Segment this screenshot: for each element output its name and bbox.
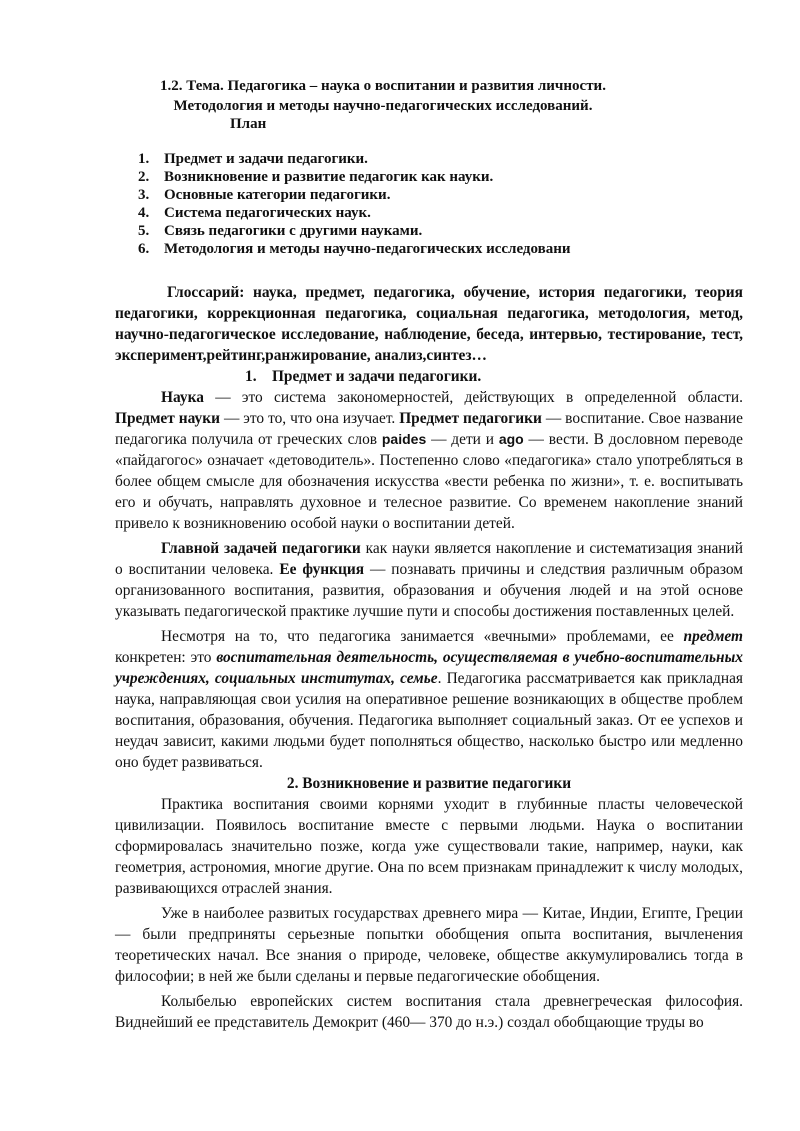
topic-heading-line-2: Методология и методы научно-педагогических исследований. — [173, 98, 593, 114]
plan-list — [138, 150, 571, 258]
text-run: — это то, что она изучает. — [220, 410, 400, 427]
section-2-title: 2. Возникновение и развитие педагогики — [286, 775, 572, 792]
text-run: Несмотря на то, что педагогика занимается «вечными» проблемами, ее — [161, 628, 684, 645]
term-nauka: Наука — [161, 389, 204, 406]
text-run: . Педагогика рассматривается как прикладная наука, направляющая свои усилия на оперативное решение возникающих в обществе проблем воспитания, образования, обучения. Педагогика выполняет социальный заказ. От ее успехов и неудач зависит, какими людьми будет пополняться общество, насколько быстро или медленно оно будет развиваться. — [115, 670, 743, 771]
plan-item — [138, 204, 571, 222]
plan-item-number: 5. — [138, 223, 150, 239]
emphasis-activity: воспитательная деятельность, осуществляемая в учебно-воспитательных учреждениях, социальных институтах, семье — [115, 649, 743, 687]
section-1-number: 1. — [245, 368, 257, 385]
section-1-title-text: Предмет и задачи педагогики. — [271, 368, 482, 385]
plan-item — [138, 150, 571, 168]
section-1-paragraph-2 — [115, 538, 743, 622]
plan-item-text: Основные категории педагогики. — [164, 187, 391, 203]
term-ago: ago — [498, 431, 524, 447]
plan-item — [138, 222, 571, 240]
plan-item-number: 6. — [138, 241, 150, 257]
plan-item-text: Связь педагогики с другими науками. — [164, 223, 423, 239]
text-run: конкретен: это — [115, 649, 217, 666]
section-2-paragraph-2: Уже в наиболее развитых государствах древнего мира — Китае, Индии, Египте, Греции — были предприняты серьезные попытки обобщения опыта воспитания, вычленения теоретических начал. Все знания о природе, человеке, обществе аккумулировались тогда в философии; в ней же были сделаны и первые педагогические обобщения. — [115, 905, 743, 985]
text-run: — познавать причины и следствия различным образом организованного воспитания, развития, образования и обучения людей и на этой основе указывать педагогической практике лучшие пути и способы достижения поставленных целей. — [115, 561, 743, 620]
text-run: — воспитание. Свое название педагогика получила от греческих слов — [115, 410, 743, 448]
glossary — [115, 282, 743, 366]
plan-item-number: 4. — [138, 205, 150, 221]
topic-heading-line-1: 1.2. Тема. Педагогика – наука о воспитании и развития личности. — [160, 78, 606, 94]
plan-item-number: 3. — [138, 187, 150, 203]
plan-item — [138, 168, 571, 186]
plan-item-text: Возникновение и развитие педагогик как науки. — [164, 169, 494, 185]
plan-item-number: 1. — [138, 151, 150, 167]
text-run: как науки является накопление и систематизация знаний о воспитании человека. — [115, 540, 743, 578]
plan-item-number: 2. — [138, 169, 150, 185]
term-predmet-nauki: Предмет науки — [115, 410, 220, 427]
plan-item-text: Система педагогических наук. — [164, 205, 371, 221]
plan-title: План — [230, 116, 267, 132]
term-main-task: Главной задачей педагогики — [161, 540, 361, 557]
main-text — [115, 282, 743, 1033]
plan-item — [138, 186, 571, 204]
section-2-paragraph-1: Практика воспитания своими корнями уходит в глубинные пласты человеческой цивилизации. Появилось воспитание вместе с первыми людьми. Наука о воспитании сформировалась значительно позже, когда уже существовали такие, например, науки, как геометрия, астрономия, многие другие. Она по всем признакам принадлежит к числу молодых, развивающихся отраслей знания. — [115, 796, 743, 897]
section-1-paragraph-1 — [115, 387, 743, 534]
term-predmet-pedagogiki: Предмет педагогики — [399, 410, 542, 427]
glossary-text: Глоссарий: наука, предмет, педагогика, обучение, история педагогики, теория педагогики, коррекционная педагогика, социальная педагогика, методология, метод, научно-педагогическое исследование, наблюдение, беседа, интервью, тестирование, тест, эксперимент,рейтинг,ранжирование, анализ,синтез… — [115, 284, 743, 364]
text-run: — вести. В дословном переводе «пайдагогос» означает «детоводитель». Постепенно слово «педагогика» стало употребляться в более общем смысле для обозначения искусства «вести ребенка по жизни», т. е. воспитывать его и обучать, направлять духовное и телесное развитие. Со временем накопление знаний привело к возникновению особой науки о воспитании детей. — [115, 431, 743, 532]
plan-item-text: Методология и методы научно-педагогических исследовани — [164, 241, 571, 257]
term-function: Ее функция — [279, 561, 365, 578]
section-1-title — [115, 366, 743, 387]
term-paides: paides — [381, 431, 427, 447]
text-run: — это система закономерностей, действующих в определенной области. — [203, 389, 743, 406]
text-run: — дети и — [426, 431, 499, 448]
topic-heading — [118, 76, 648, 116]
section-2-paragraph-3: Колыбелью европейских систем воспитания стала древнегреческая философия. Виднейший ее представитель Демокрит (460— 370 до н.э.) создал обобщающие труды во — [115, 993, 743, 1031]
term-predmet: предмет — [683, 628, 743, 645]
plan-item-text: Предмет и задачи педагогики. — [164, 151, 368, 167]
section-1-paragraph-3 — [115, 626, 743, 773]
plan-item — [138, 240, 571, 258]
